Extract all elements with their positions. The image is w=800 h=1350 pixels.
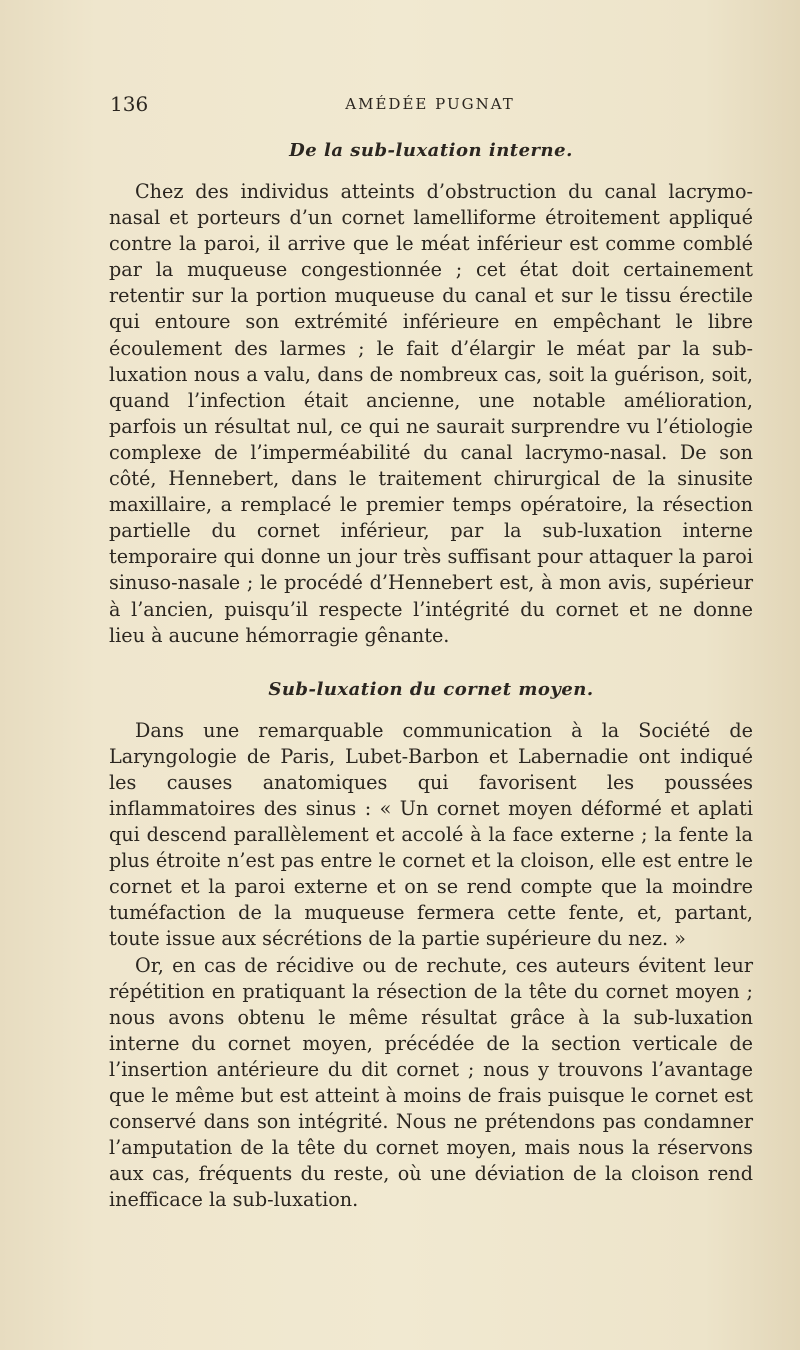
page-number: 136 [110, 92, 149, 116]
page-body [109, 140, 753, 1213]
paragraph: Or, en cas de récidive ou de rechute, ces auteurs évitent leur répétition en pratiquant la résection de la tête du cornet moyen ; nous avons obtenu le même résultat grâce à la sub-luxation interne du cornet moyen, précédée de la section verticale de l’insertion antérieure du dit cornet ; nous y trouvons l’avantage que le même but est atteint à moins de frais puisque le cornet est conservé dans son intégrité. Nous ne prétendons pas condamner l’amputation de la tête du cornet moyen, mais nous la réservons aux cas, fréquents du reste, où une déviation de la cloison rend inefficace la sub-luxation. [109, 953, 753, 1212]
running-head: AMÉDÉE PUGNAT [345, 95, 515, 113]
section-title: Sub-luxation du cornet moyen. [268, 678, 594, 700]
section-title: De la sub-luxation interne. [289, 140, 573, 161]
paragraph: Dans une remarquable communication à la Société de Laryngologie de Paris, Lubet-Barbon et Labernadie ont indiqué les causes anatomiques qui favorisent les poussées inflammatoires des sinus : « Un cornet moyen déformé et aplati qui descend parallèlement et accolé à la face externe ; la fente la plus étroite n’est pas entre le cornet et la cloison, elle est entre le cornet et la paroi externe et on se rend compte que la moindre tuméfaction de la muqueuse fermera cette fente, et, partant, toute issue aux sécrétions de la partie supérieure du nez. » [109, 718, 753, 951]
paragraph: Chez des individus atteints d’obstruction du canal lacrymo-nasal et porteurs d’un cornet lamelliforme étroitement appliqué contre la paroi, il arrive que le méat inférieur est comme comblé par la muqueuse congestionnée ; cet état doit certainement retentir sur la portion muqueuse du canal et sur le tissu érectile qui entoure son extrémité inférieure en empêchant le libre écoulement des larmes ; le fait d’élargir le méat par la sub-luxation nous a valu, dans de nombreux cas, soit la guérison, soit, quand l’infection était ancienne, une notable amélioration, parfois un résultat nul, ce qui ne saurait surprendre vu l’étiologie complexe de l’imperméabilité du canal lacrymo-nasal. De son côté, Hennebert, dans le traitement chirurgical de la sinusite maxillaire, a remplacé le premier temps opératoire, la résection partielle du cornet inférieur, par la sub-luxation interne temporaire qui donne un jour très suffisant pour attaquer la paroi sinuso-nasale ; le procédé d’Hennebert est, à mon avis, supérieur à l’ancien, puisqu’il respecte l’intégrité du cornet et ne donne lieu à aucune hémorragie gênante. [109, 180, 753, 647]
page-header [110, 92, 750, 116]
